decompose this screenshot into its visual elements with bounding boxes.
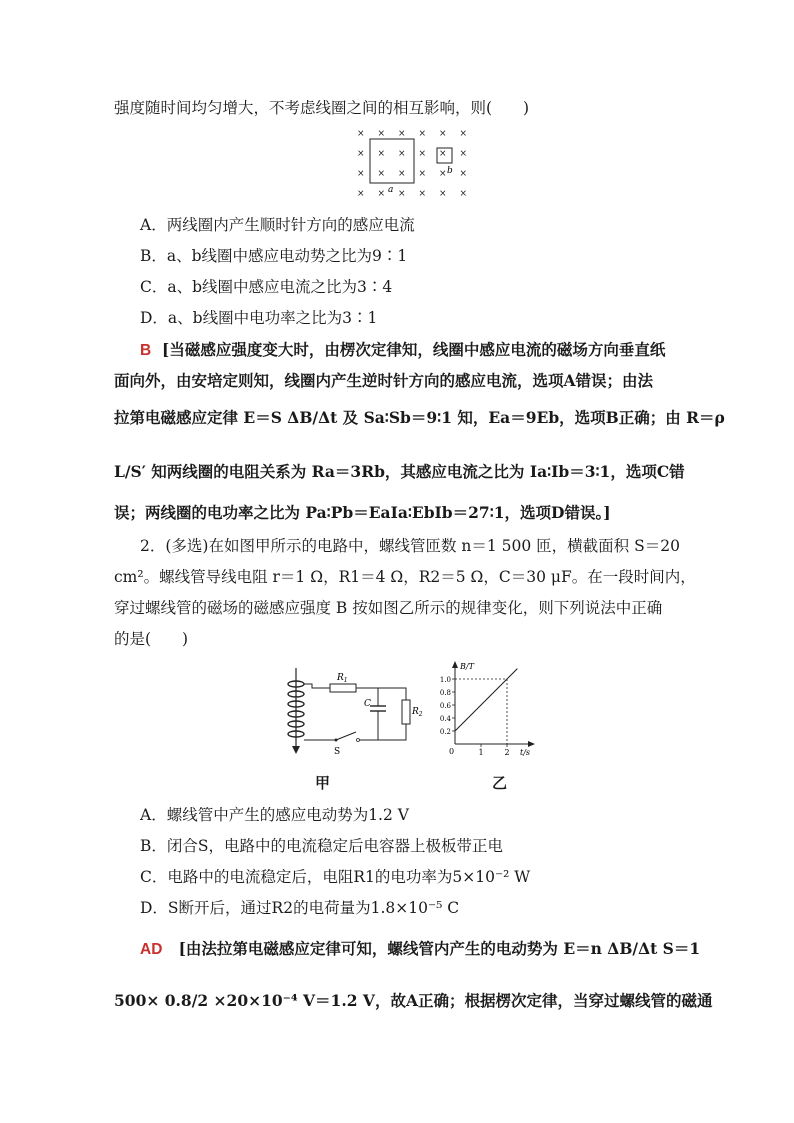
y-axis-arrow-icon — [452, 661, 458, 668]
field-cross-mark: × — [398, 189, 406, 199]
q2-analysis-line-2: 500× 0.8/2 ×20×10⁻⁴ V＝1.2 V，故A正确；根据楞次定律，当穿过螺线管的磁通 — [114, 991, 713, 1010]
field-cross-mark: × — [418, 169, 427, 179]
b-t-graph — [430, 658, 540, 758]
field-cross-mark: × — [439, 149, 447, 159]
q2-stem-line-3: 穿过螺线管的磁场的磁感应强度 B 按如图乙所示的规律变化，则下列说法中正确 — [114, 599, 663, 617]
switch-label: S — [334, 747, 341, 757]
field-cross-mark: × — [459, 189, 468, 199]
q2-option-a: A．螺线管中产生的感应电动势为1.2 V — [140, 806, 409, 824]
q2-option-b: B．闭合S，电路中的电流稳定后电容器上极板带正电 — [140, 837, 504, 855]
q2-answer: AD — [140, 941, 163, 958]
r2-label: $R_2$ — [412, 707, 423, 718]
q2-stem-line-1: 2．(多选)在如图甲所示的电路中，螺线管匝数 n＝1 500 匝，横截面积 S＝20 — [140, 537, 680, 555]
q2-analysis-line-1: AD [由法拉第电磁感应定律可知，螺线管内产生的电动势为 E＝n ΔB/Δt S＝1 — [140, 939, 701, 958]
figure-caption-jia: 甲 — [315, 774, 331, 792]
field-cross-mark: × — [377, 169, 386, 179]
r1-label: $R_1$ — [337, 673, 348, 684]
figure-caption-yi: 乙 — [492, 774, 508, 792]
q1-analysis-line-2: 面向外，由安培定则知，线圈内产生逆时针方向的感应电流，选项A错误；由法 — [114, 371, 654, 390]
y-tick-label: 0.4 — [439, 715, 451, 723]
q1-stem: 强度随时间均匀增大，不考虑线圈之间的相互影响，则( ) — [114, 99, 530, 117]
field-cross-mark: × — [459, 129, 468, 139]
field-cross-mark: × — [398, 149, 406, 159]
wire-top-left — [304, 684, 330, 688]
field-cross-mark: × — [377, 189, 386, 199]
field-cross-mark: × — [459, 149, 468, 159]
q1-figure — [350, 126, 470, 198]
q2-option-d: D．S断开后，通过R2的电荷量为1.8×10⁻⁵ C — [140, 899, 460, 917]
q1-analysis-line-3: 拉第电磁感应定律 E＝S ΔB/Δt 及 Sa∶Sb＝9∶1 知，Ea＝9Eb，选项B正确；由 R＝ρ — [114, 408, 725, 427]
q2-stem-line-4: 的是( ) — [114, 630, 189, 648]
x-tick-label: 1 — [478, 748, 484, 757]
q2-option-c: C．电路中的电流稳定后，电阻R1的电功率为5×10⁻² W — [140, 868, 531, 886]
field-cross-mark: × — [357, 149, 365, 159]
q1-option-b: B．a、b线圈中感应电动势之比为9∶1 — [140, 247, 408, 265]
resistor-r1 — [330, 684, 356, 692]
x-axis-arrow-icon — [528, 741, 535, 747]
field-cross-mark: × — [439, 189, 447, 199]
x-axis-label: t/s — [520, 748, 531, 757]
q1-option-d: D．a、b线圈中电功率之比为3∶1 — [140, 309, 378, 327]
coil-b-label: b — [447, 166, 453, 176]
y-tick-label: 1.0 — [439, 676, 451, 684]
q1-analysis-line-5: 误；两线圈的电功率之比为 Pa∶Pb＝EaIa∶EbIb＝27∶1，选项D错误。] — [114, 503, 611, 522]
y-axis-label: B/T — [460, 662, 474, 671]
q1-analysis-line-4: L/S′ 知两线圈的电阻关系为 Ra＝3Rb，其感应电流之比为 Ia∶Ib＝3∶1，选项C错 — [114, 462, 685, 481]
field-cross-mark: × — [357, 169, 365, 179]
field-cross-mark: × — [398, 129, 406, 139]
circuit-diagram — [280, 662, 423, 758]
field-cross-mark: × — [377, 149, 386, 159]
field-cross-mark: × — [459, 169, 468, 179]
field-cross-mark: × — [398, 169, 406, 179]
field-cross-mark: × — [357, 129, 365, 139]
y-tick-label: 0.6 — [439, 702, 451, 710]
x-tick-label: 2 — [504, 748, 510, 757]
q1-option-c: C．a、b线圈中感应电流之比为3∶4 — [140, 278, 393, 296]
field-cross-mark: × — [439, 169, 447, 179]
field-arrow-icon — [292, 746, 300, 754]
capacitor-label: C — [364, 699, 371, 709]
field-cross-mark: × — [357, 189, 365, 199]
resistor-r2 — [402, 700, 410, 724]
field-cross-mark: × — [418, 149, 427, 159]
origin-label: 0 — [449, 747, 455, 756]
field-cross-mark: × — [377, 129, 386, 139]
field-cross-mark: × — [439, 129, 447, 139]
q1-option-a: A．两线圈内产生顺时针方向的感应电流 — [140, 216, 415, 234]
q2-stem-line-2: cm²。螺线管导线电阻 r＝1 Ω，R1＝4 Ω，R2＝5 Ω，C＝30 μF。在一段时间内， — [114, 568, 696, 586]
field-cross-mark: × — [418, 189, 427, 199]
field-cross-mark: × — [418, 129, 427, 139]
y-tick-label: 0.2 — [439, 728, 451, 736]
q1-analysis-line-1: B [当磁感应强度变大时，由楞次定律知，线圈中感应电流的磁场方向垂直纸 — [140, 340, 666, 359]
q1-answer: B — [140, 342, 152, 359]
coil-a-label: a — [388, 185, 394, 195]
y-tick-label: 0.8 — [439, 689, 451, 697]
series-line-b — [455, 669, 517, 731]
